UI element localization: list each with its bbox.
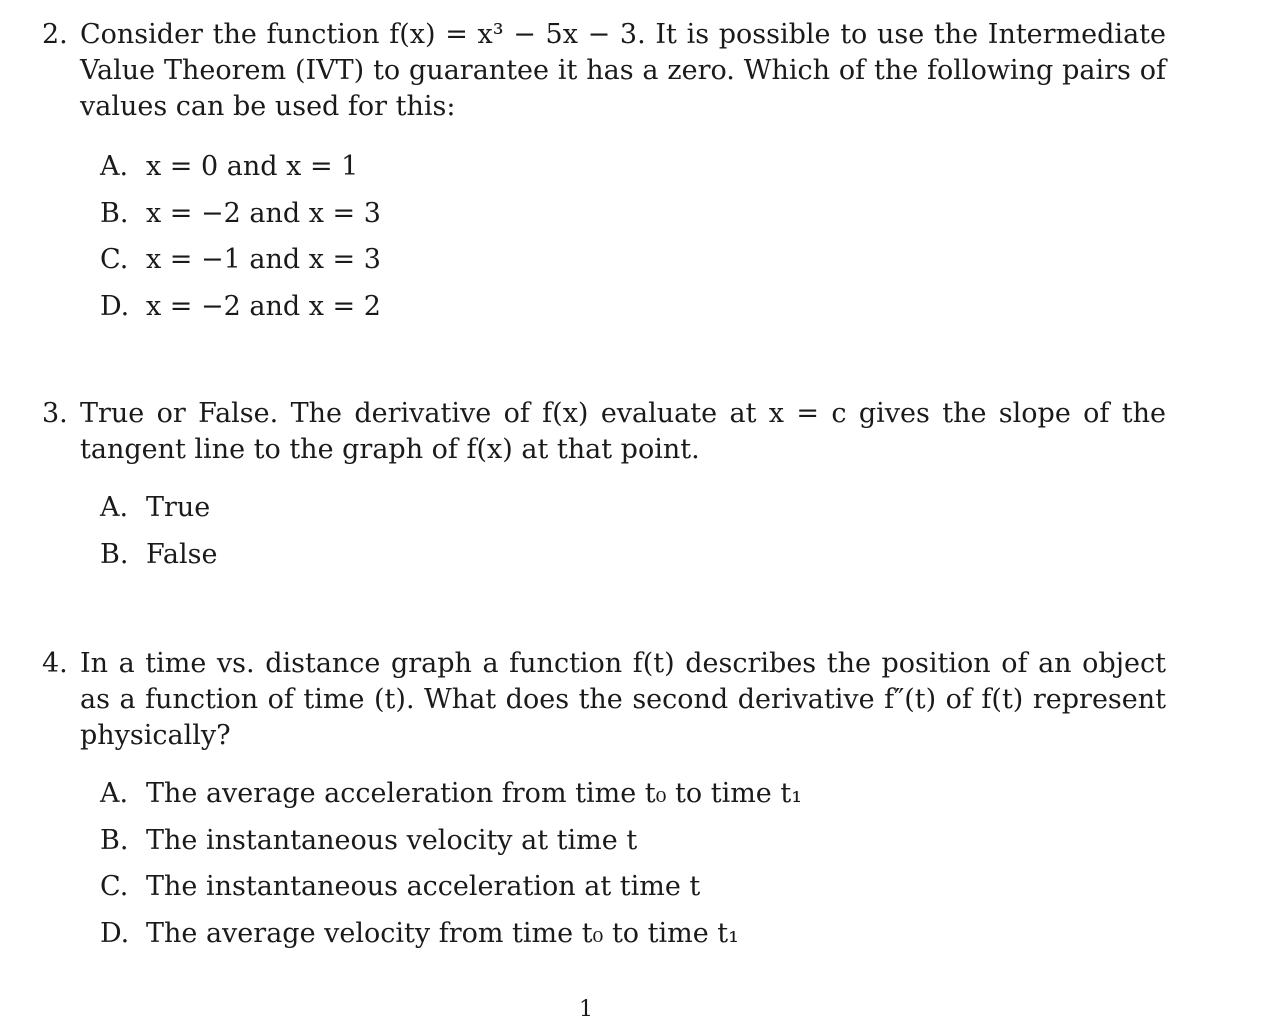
choice-letter: B. xyxy=(100,197,129,229)
choice-letter: C. xyxy=(100,871,129,902)
choice-text: x = −1 and x = 3 xyxy=(146,244,381,275)
choice-text: The average velocity from time t₀ to time t₁ xyxy=(146,917,739,949)
choice-letter: B. xyxy=(100,824,129,856)
choice-b xyxy=(100,196,1224,243)
choice-d xyxy=(100,916,1224,963)
question-2 xyxy=(42,17,1166,335)
question-text: In a time vs. distance graph a function f(t) describes the position of an object as a function of time (t). What does the second derivative f″(t) of f(t) represent physically? xyxy=(80,648,1166,751)
choice-letter: B. xyxy=(100,538,129,570)
choice-text: True xyxy=(146,492,211,523)
choice-letter: A. xyxy=(100,151,129,182)
question-number: 4. xyxy=(42,648,68,679)
choice-a xyxy=(100,776,1224,823)
question-stem xyxy=(42,17,1166,125)
choice-text: The instantaneous acceleration at time t xyxy=(146,871,701,902)
question-number: 3. xyxy=(42,398,68,429)
choice-a xyxy=(100,149,1224,196)
choice-letter: A. xyxy=(100,778,129,809)
choice-text: The instantaneous velocity at time t xyxy=(146,824,638,856)
choice-a xyxy=(100,490,1224,537)
choice-letter: C. xyxy=(100,244,129,275)
choice-text: x = −2 and x = 3 xyxy=(146,197,381,229)
page-number: 1 xyxy=(579,997,593,1022)
question-stem xyxy=(42,646,1166,754)
choice-c xyxy=(100,242,1224,289)
choice-letter: D. xyxy=(100,290,130,322)
choice-text: x = −2 and x = 2 xyxy=(146,290,381,322)
choice-text: The average acceleration from time t₀ to time t₁ xyxy=(146,778,803,809)
question-text: Consider the function f(x) = x³ − 5x − 3. It is possible to use the Intermediate Value Theorem (IVT) to guarantee it has a zero. Which of the following pairs of values can be used for this: xyxy=(80,19,1166,122)
choice-list xyxy=(100,149,1224,335)
choice-b xyxy=(100,823,1224,870)
choice-b xyxy=(100,537,1224,584)
choice-text: x = 0 and x = 1 xyxy=(146,151,359,182)
choice-letter: D. xyxy=(100,917,130,949)
choice-list xyxy=(100,776,1224,962)
choice-c xyxy=(100,869,1224,916)
question-number: 2. xyxy=(42,19,68,50)
question-stem xyxy=(42,396,1166,468)
choice-letter: A. xyxy=(100,492,129,523)
question-3 xyxy=(42,396,1166,583)
choice-text: False xyxy=(146,538,218,570)
question-4 xyxy=(42,646,1166,962)
question-text: True or False. The derivative of f(x) evaluate at x = c gives the slope of the tangent line to the graph of f(x) at that point. xyxy=(80,398,1166,465)
choice-d xyxy=(100,289,1224,336)
choice-list xyxy=(100,490,1224,583)
